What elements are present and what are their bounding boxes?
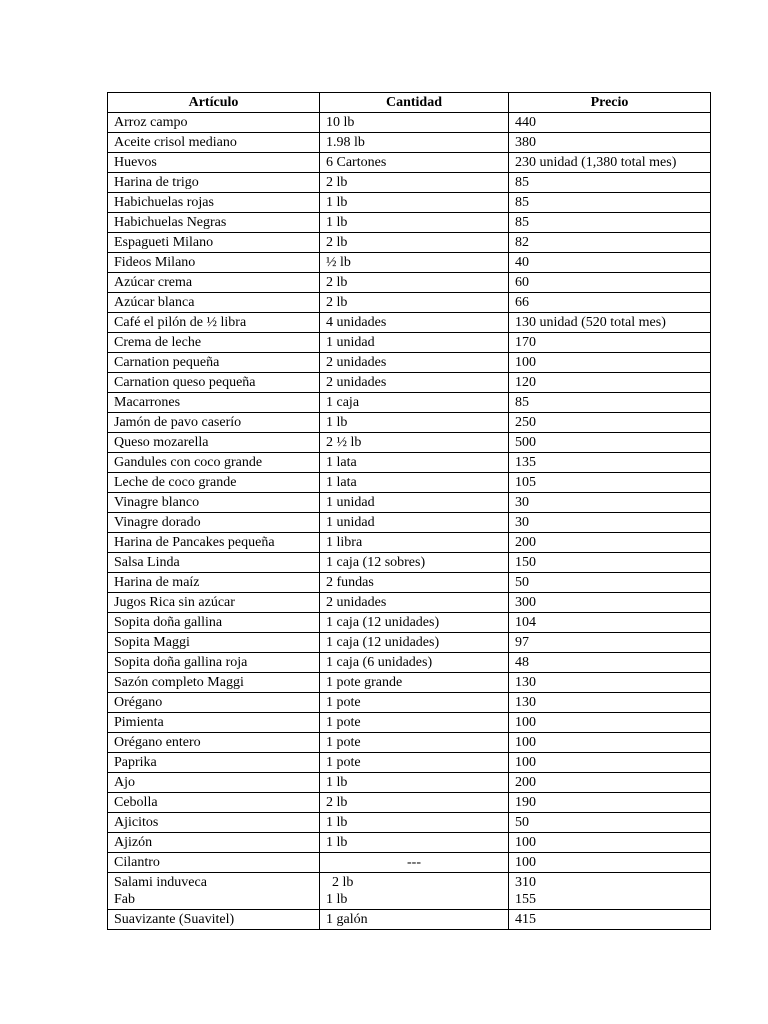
cell-precio: 190 [509, 793, 711, 813]
cell-precio: 415 [509, 910, 711, 930]
cell-articulo: Paprika [108, 753, 320, 773]
cell-precio: 100 [509, 733, 711, 753]
cell-cantidad: 1 libra [320, 533, 509, 553]
table-row [108, 853, 711, 873]
cell-cantidad: 1 lb [320, 813, 509, 833]
table-row [108, 473, 711, 493]
cell-articulo: Aceite crisol mediano [108, 133, 320, 153]
cell-cantidad: 1 pote grande [320, 673, 509, 693]
table-row [108, 713, 711, 733]
cell-cantidad: 1 unidad [320, 513, 509, 533]
cell-articulo: Ajo [108, 773, 320, 793]
grocery-price-table [107, 92, 711, 930]
cell-precio: 85 [509, 193, 711, 213]
cell-articulo: Sopita doña gallina roja [108, 653, 320, 673]
cell-precio: 200 [509, 773, 711, 793]
cell-articulo: Azúcar blanca [108, 293, 320, 313]
cell-precio: 85 [509, 213, 711, 233]
cell-cantidad: 2 fundas [320, 573, 509, 593]
header-articulo: Artículo [108, 93, 320, 113]
cell-cantidad: 1 lb [320, 213, 509, 233]
cell-cantidad: ½ lb [320, 253, 509, 273]
cell-precio: 100 [509, 833, 711, 853]
cell-cantidad: 1 pote [320, 693, 509, 713]
cell-articulo: Orégano [108, 693, 320, 713]
table-row [108, 633, 711, 653]
cell-precio: 40 [509, 253, 711, 273]
cell-articulo: Azúcar crema [108, 273, 320, 293]
cell-articulo: Huevos [108, 153, 320, 173]
cell-cantidad: 1.98 lb [320, 133, 509, 153]
table-row [108, 910, 711, 930]
cell-precio: 150 [509, 553, 711, 573]
table-row [108, 153, 711, 173]
cell-articulo: Carnation pequeña [108, 353, 320, 373]
cell-articulo: Fideos Milano [108, 253, 320, 273]
cell-articulo: Sopita Maggi [108, 633, 320, 653]
cell-articulo: Cebolla [108, 793, 320, 813]
table-row [108, 593, 711, 613]
cell-cantidad: 1 lb [320, 413, 509, 433]
cell-precio: 135 [509, 453, 711, 473]
cell-cantidad: 1 lata [320, 473, 509, 493]
table-row [108, 813, 711, 833]
cell-cantidad: 10 lb [320, 113, 509, 133]
cell-articulo: Sazón completo Maggi [108, 673, 320, 693]
table-header-row [108, 93, 711, 113]
cell-cantidad: 2 lb [320, 273, 509, 293]
cell-cantidad: 1 unidad [320, 333, 509, 353]
cell-cantidad: 4 unidades [320, 313, 509, 333]
cell-cantidad: 1 lata [320, 453, 509, 473]
cell-cantidad: 6 Cartones [320, 153, 509, 173]
cell-precio: 200 [509, 533, 711, 553]
cell-articulo: Espagueti Milano [108, 233, 320, 253]
table-row [108, 793, 711, 813]
cell-precio: 60 [509, 273, 711, 293]
header-precio: Precio [509, 93, 711, 113]
cell-cantidad [320, 873, 509, 910]
cell-precio: 30 [509, 513, 711, 533]
cell-precio: 440 [509, 113, 711, 133]
cell-line: Salami induveca [114, 875, 207, 890]
cell-cantidad: 1 lb [320, 773, 509, 793]
cell-articulo: Habichuelas rojas [108, 193, 320, 213]
cell-cantidad: 2 lb [320, 173, 509, 193]
table-row [108, 833, 711, 853]
cell-cantidad: 1 pote [320, 713, 509, 733]
cell-cantidad: 2 unidades [320, 373, 509, 393]
cell-line: 1 lb [326, 892, 348, 907]
table-row [108, 213, 711, 233]
table-row [108, 413, 711, 433]
cell-precio: 82 [509, 233, 711, 253]
cell-precio: 100 [509, 713, 711, 733]
table-row [108, 553, 711, 573]
table-row [108, 733, 711, 753]
cell-precio: 50 [509, 813, 711, 833]
cell-cantidad: 2 unidades [320, 593, 509, 613]
cell-articulo: Harina de maíz [108, 573, 320, 593]
table-row [108, 113, 711, 133]
cell-articulo: Vinagre blanco [108, 493, 320, 513]
cell-articulo: Pimienta [108, 713, 320, 733]
cell-precio: 250 [509, 413, 711, 433]
cell-articulo: Café el pilón de ½ libra [108, 313, 320, 333]
cell-precio: 100 [509, 353, 711, 373]
cell-cantidad: --- [320, 853, 509, 873]
cell-articulo: Vinagre dorado [108, 513, 320, 533]
cell-articulo: Leche de coco grande [108, 473, 320, 493]
table-row [108, 373, 711, 393]
cell-precio: 105 [509, 473, 711, 493]
cell-precio: 100 [509, 753, 711, 773]
cell-cantidad: 1 pote [320, 753, 509, 773]
cell-line: 2 lb [332, 875, 354, 890]
table-row [108, 513, 711, 533]
cell-cantidad: 2 lb [320, 233, 509, 253]
cell-cantidad: 1 galón [320, 910, 509, 930]
cell-articulo: Arroz campo [108, 113, 320, 133]
cell-precio: 170 [509, 333, 711, 353]
cell-articulo: Habichuelas Negras [108, 213, 320, 233]
cell-cantidad: 2 lb [320, 793, 509, 813]
cell-precio: 97 [509, 633, 711, 653]
cell-articulo: Ajicitos [108, 813, 320, 833]
cell-articulo: Suavizante (Suavitel) [108, 910, 320, 930]
table-row [108, 673, 711, 693]
cell-articulo: Crema de leche [108, 333, 320, 353]
cell-precio: 130 unidad (520 total mes) [509, 313, 711, 333]
cell-articulo: Harina de Pancakes pequeña [108, 533, 320, 553]
cell-precio: 48 [509, 653, 711, 673]
cell-line: 155 [515, 892, 536, 907]
cell-cantidad: 2 lb [320, 293, 509, 313]
table-row [108, 493, 711, 513]
table-row [108, 233, 711, 253]
cell-precio: 85 [509, 173, 711, 193]
cell-precio: 66 [509, 293, 711, 313]
cell-cantidad: 2 ½ lb [320, 433, 509, 453]
table-row [108, 533, 711, 553]
table-row [108, 753, 711, 773]
cell-articulo: Ajizón [108, 833, 320, 853]
cell-precio: 300 [509, 593, 711, 613]
cell-precio: 130 [509, 693, 711, 713]
cell-articulo: Queso mozarella [108, 433, 320, 453]
table-row [108, 133, 711, 153]
table-body [108, 113, 711, 930]
table-row [108, 333, 711, 353]
cell-articulo: Jamón de pavo caserío [108, 413, 320, 433]
table-row [108, 293, 711, 313]
cell-articulo [108, 873, 320, 910]
cell-cantidad: 1 lb [320, 193, 509, 213]
cell-precio: 85 [509, 393, 711, 413]
table-row [108, 193, 711, 213]
cell-articulo: Salsa Linda [108, 553, 320, 573]
table-row [108, 773, 711, 793]
table-row [108, 433, 711, 453]
cell-articulo: Cilantro [108, 853, 320, 873]
cell-cantidad: 2 unidades [320, 353, 509, 373]
cell-precio: 50 [509, 573, 711, 593]
table-row [108, 273, 711, 293]
cell-articulo: Sopita doña gallina [108, 613, 320, 633]
table-row [108, 653, 711, 673]
table-row [108, 693, 711, 713]
cell-precio: 500 [509, 433, 711, 453]
cell-cantidad: 1 unidad [320, 493, 509, 513]
cell-precio: 30 [509, 493, 711, 513]
cell-line: Fab [114, 892, 135, 907]
cell-articulo: Carnation queso pequeña [108, 373, 320, 393]
table-row [108, 393, 711, 413]
cell-cantidad: 1 caja (12 unidades) [320, 613, 509, 633]
cell-line: 310 [515, 875, 536, 890]
cell-precio: 130 [509, 673, 711, 693]
cell-cantidad: 1 caja (12 unidades) [320, 633, 509, 653]
cell-precio: 230 unidad (1,380 total mes) [509, 153, 711, 173]
cell-precio: 104 [509, 613, 711, 633]
cell-precio: 120 [509, 373, 711, 393]
cell-precio: 100 [509, 853, 711, 873]
cell-cantidad: 1 caja [320, 393, 509, 413]
header-cantidad: Cantidad [320, 93, 509, 113]
cell-articulo: Jugos Rica sin azúcar [108, 593, 320, 613]
cell-cantidad: 1 caja (12 sobres) [320, 553, 509, 573]
table-row [108, 313, 711, 333]
cell-cantidad: 1 caja (6 unidades) [320, 653, 509, 673]
cell-cantidad: 1 lb [320, 833, 509, 853]
cell-articulo: Orégano entero [108, 733, 320, 753]
cell-cantidad: 1 pote [320, 733, 509, 753]
cell-articulo: Harina de trigo [108, 173, 320, 193]
cell-precio: 380 [509, 133, 711, 153]
table-row [108, 573, 711, 593]
cell-precio [509, 873, 711, 910]
table-row [108, 613, 711, 633]
table-row-combined [108, 873, 711, 910]
table-row [108, 353, 711, 373]
table-row [108, 173, 711, 193]
cell-articulo: Gandules con coco grande [108, 453, 320, 473]
cell-articulo: Macarrones [108, 393, 320, 413]
table-row [108, 453, 711, 473]
table-row [108, 253, 711, 273]
